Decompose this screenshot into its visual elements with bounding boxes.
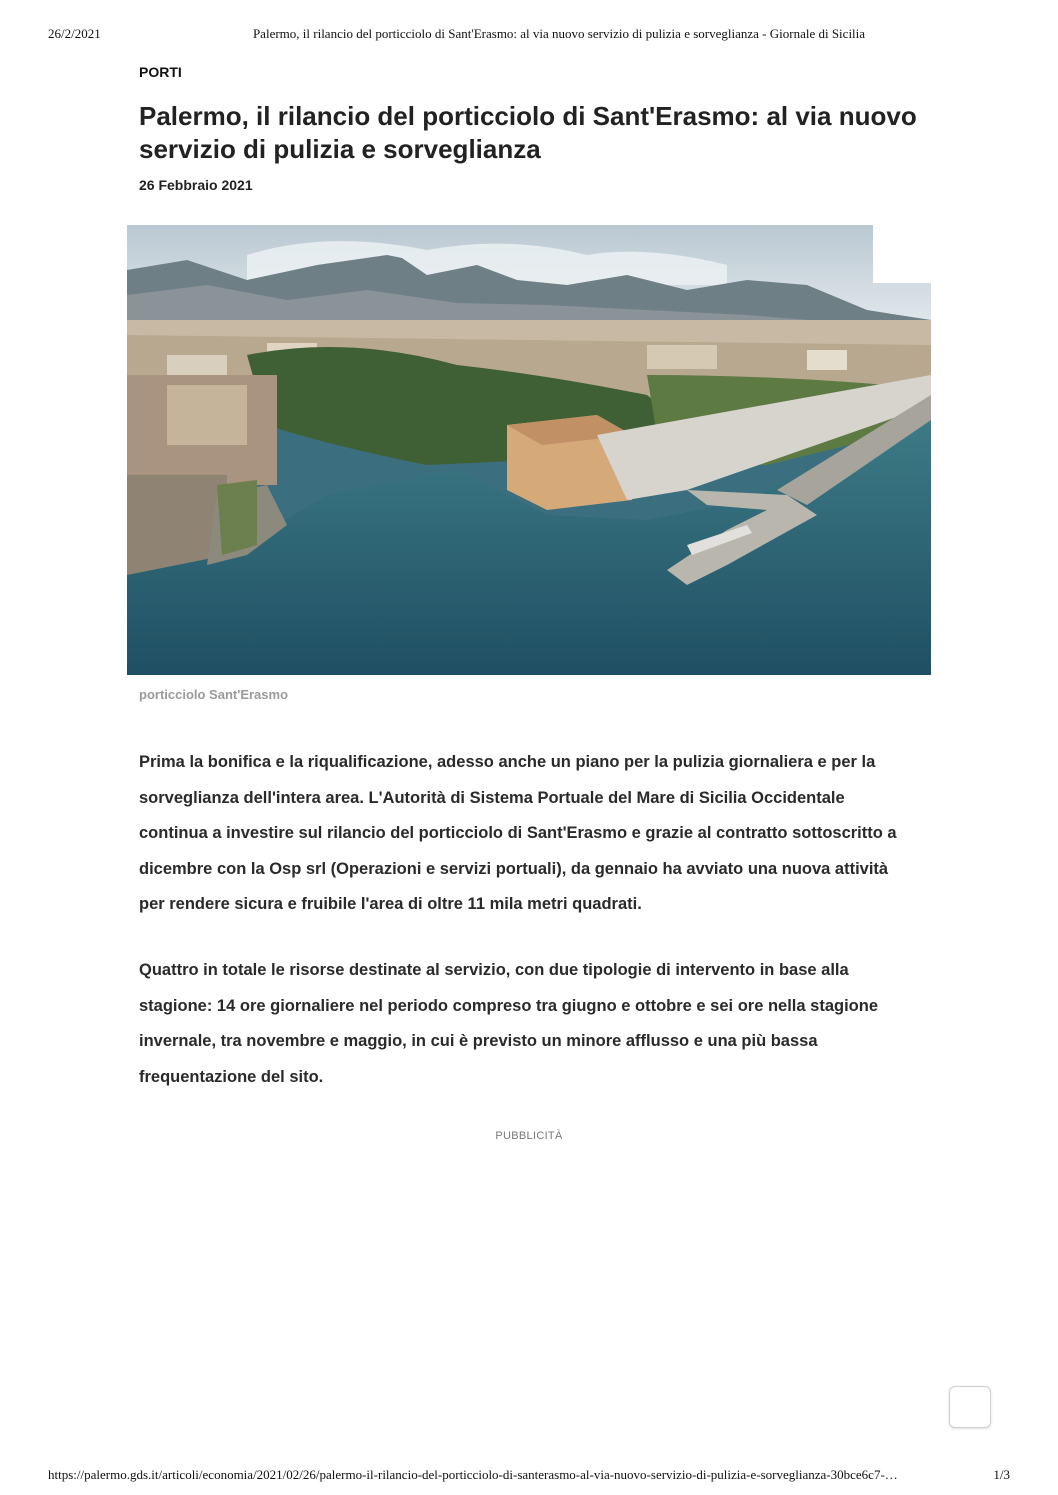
article-category-link[interactable]: PORTI: [139, 64, 182, 80]
print-date: 26/2/2021: [48, 26, 101, 41]
print-header: [48, 26, 1010, 44]
article-paragraph: Prima la bonifica e la riqualificazione, adesso anche un piano per la pulizia giornaliera e per la sorveglianza dell'intera area. L'Autorità di Sistema Portuale del Mare di Sicilia Occidentale continua a investire sul rilancio del porticciolo di Sant'Erasmo e grazie al contratto sottoscritto a dicembre con la Osp srl (Operazioni e servizi portuali), da gennaio ha avviato una nuova attività per rendere sicura e fruibile l'area di oltre 11 mila metri quadrati.: [139, 753, 897, 913]
photo-caption: porticciolo Sant'Erasmo: [139, 687, 289, 702]
article-paragraph: Quattro in totale le risorse destinate al servizio, con due tipologie di intervento in base alla stagione: 14 ore giornaliere nel periodo compreso tra giugno e ottobre e sei ore nella stagione invernale, tra novembre e maggio, in cui è previsto un minore afflusso e una più bassa frequentazione del sito.: [139, 961, 878, 1086]
print-footer: [48, 1467, 1010, 1485]
print-page-number: 1/3: [993, 1467, 1010, 1482]
photo-overlay-box: [873, 225, 931, 283]
advertisement-label: PUBBLICITÀ: [495, 1130, 563, 1142]
print-document-title: Palermo, il rilancio del porticciolo di Sant'Erasmo: al via nuovo servizio di pulizia e sorveglianza - Giornale di Sicilia: [252, 26, 866, 41]
article-date: 26 Febbraio 2021: [139, 177, 253, 193]
article-headline: Palermo, il rilancio del porticciolo di Sant'Erasmo: al via nuovo servizio di pulizia e sorveglianza: [139, 101, 917, 164]
print-url: https://palermo.gds.it/articoli/economia/2021/02/26/palermo-il-rilancio-del-porticciolo-di-santerasmo-al-via-nuovo-servizio-di-pulizia-e-sorveglianza-30bce6c7-…: [48, 1467, 898, 1482]
floating-action-button[interactable]: [949, 1386, 991, 1428]
article-photo: [127, 225, 931, 675]
